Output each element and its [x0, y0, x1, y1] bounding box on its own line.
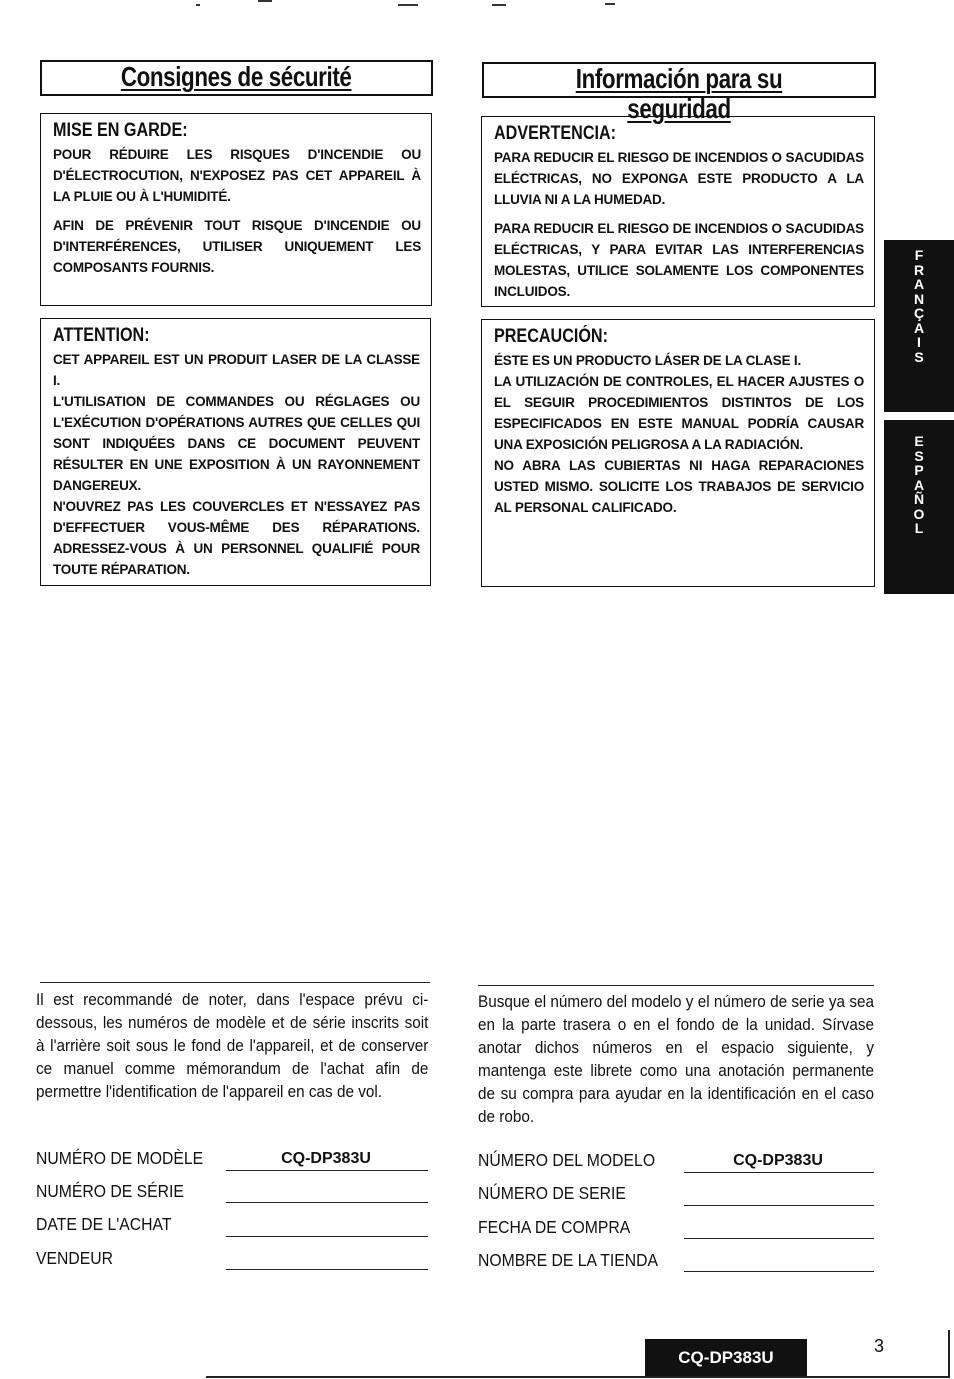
french-record-divider	[40, 982, 430, 983]
side-tab-espanol-letter: P	[914, 462, 924, 478]
french-attention-box	[40, 318, 431, 586]
side-tab-francais-letter: N	[913, 290, 925, 307]
side-tab-francais-letter: R	[913, 261, 925, 278]
spanish-store-line[interactable]	[684, 1271, 874, 1272]
page-number: 3	[874, 1336, 885, 1356]
spanish-model-label: NÚMERO DEL MODELO	[478, 1150, 656, 1170]
scan-speck	[492, 4, 506, 6]
side-tab-espanol-letters	[910, 434, 928, 536]
french-warning-paragraph-2: AFIN DE PRÉVENIR TOUT RISQUE D'INCENDIE OU D'INTERFÉRENCES, UTILISER UNIQUEMENT LES COMPOSANTS FOURNIS.	[53, 218, 421, 275]
spanish-attention-paragraph-3: NO ABRA LAS CUBIERTAS NI HAGA REPARACIONES USTED MISMO. SOLICITE LOS TRABAJOS DE SERVICIO AL PERSONAL CALIFICADO.	[494, 458, 864, 515]
side-tab-espanol-letter: E	[914, 433, 924, 449]
spanish-warning-box	[481, 116, 875, 307]
footer-edge-mark	[948, 1330, 950, 1378]
spanish-serial-label: NÚMERO DE SERIE	[478, 1183, 626, 1203]
french-attention-paragraph-2: L'UTILISATION DE COMMANDES OU RÉGLAGES OU L'EXÉCUTION D'OPÉRATIONS AUTRES QUE CELLES QUI SONT INDIQUÉES DANS CE DOCUMENT PEUVENT RÉSULTER EN UNE EXPOSITION À UN RAYONNEMENT DANGEREUX.	[53, 394, 420, 493]
french-attention-heading: ATTENTION:	[53, 325, 150, 346]
spanish-attention-box	[481, 319, 875, 587]
spanish-store-label: NOMBRE DE LA TIENDA	[478, 1250, 659, 1270]
spanish-model-value: CQ-DP383U	[733, 1152, 823, 1169]
side-tab-francais-letter: A	[913, 276, 925, 292]
spanish-warning-paragraph-2: PARA REDUCIR EL RIESGO DE INCENDIOS O SACUDIDAS ELÉCTRICAS, Y PARA EVITAR LAS INTERFERENCIAS MOLESTAS, UTILICE SOLAMENTE LOS COMPONENTES INCLUIDOS.	[494, 221, 864, 299]
french-model-value: CQ-DP383U	[281, 1150, 371, 1167]
french-record-paragraph: Il est recommandé de noter, dans l'espace prévu ci-dessous, les numéros de modèle et de série inscrits soit à l'arrière soit sous le fond de l'appareil, et de conserver ce manuel comme mémorandum de l'achat afin de permettre l'identification de l'appareil en cas de vol.	[36, 990, 429, 1101]
spanish-record-paragraph: Busque el número del modelo y el número de serie ya sea en la parte trasera o en el fondo de la unidad. Sírvase anotar dichos números en el espacio siguiente, y mantenga este librete como una anotación permanente de su compra para ayudar en la identificación en el caso de robo.	[478, 992, 874, 1126]
side-tab-francais-letter: Ç	[913, 305, 925, 321]
french-dealer-line[interactable]	[226, 1269, 428, 1270]
footer-bottom-rule	[206, 1376, 950, 1378]
spanish-date-label: FECHA DE COMPRA	[478, 1217, 631, 1237]
side-tab-francais-letter: A	[913, 319, 925, 336]
side-tab-espanol-letter: S	[914, 447, 924, 464]
side-tab-francais[interactable]	[884, 240, 954, 412]
side-tab-francais-letter: F	[914, 247, 924, 263]
spanish-attention-paragraph-2: LA UTILIZACIÓN DE CONTROLES, EL HACER AJUSTES O EL SEGUIR PROCEDIMIENTOS DISTINTOS DE LOS ESPECIFICADOS EN ESTE MANUAL PODRÍA CAUSAR UNA EXPOSICIÓN PELIGROSA A LA RADIACIÓN.	[494, 374, 864, 452]
spanish-warning-paragraph-1: PARA REDUCIR EL RIESGO DE INCENDIOS O SACUDIDAS ELÉCTRICAS, NO EXPONGA ESTE PRODUCTO A LA LLUVIA NI A LA HUMEDAD.	[494, 150, 864, 207]
french-model-line[interactable]	[226, 1170, 428, 1171]
french-serial-line[interactable]	[226, 1202, 428, 1203]
french-attention-paragraph-3: N'OUVREZ PAS LES COUVERCLES ET N'ESSAYEZ PAS D'EFFECTUER VOUS-MÊME DES RÉPARATIONS. ADRESSEZ-VOUS À UN PERSONNEL QUALIFIÉ POUR TOUTE RÉPARATION.	[53, 499, 420, 577]
side-tab-espanol-letter: O	[913, 505, 925, 522]
french-serial-label: NUMÉRO DE SÉRIE	[36, 1181, 184, 1201]
french-date-label: DATE DE L'ACHAT	[36, 1214, 172, 1234]
scan-speck	[196, 4, 200, 6]
spanish-attention-heading: PRECAUCIÓN:	[494, 326, 608, 347]
french-warning-box	[40, 113, 432, 306]
french-attention-paragraph-1: CET APPAREIL EST UN PRODUIT LASER DE LA CLASSE I.	[53, 352, 420, 388]
french-title: Consignes de sécurité	[40, 60, 433, 96]
spanish-date-line[interactable]	[684, 1238, 874, 1239]
side-tab-espanol-letter: L	[914, 520, 924, 536]
french-model-label: NUMÉRO DE MODÈLE	[36, 1148, 204, 1168]
side-tab-francais-letter: S	[914, 348, 924, 365]
side-tab-espanol-letter: A	[913, 476, 925, 493]
side-tab-espanol[interactable]	[884, 420, 954, 594]
footer-model-badge: CQ-DP383U	[645, 1339, 807, 1377]
spanish-record-divider	[478, 985, 874, 986]
french-dealer-label: VENDEUR	[36, 1248, 114, 1268]
french-date-line[interactable]	[226, 1236, 428, 1237]
spanish-title: Información para su seguridad	[482, 62, 876, 98]
french-warning-paragraph-1: POUR RÉDUIRE LES RISQUES D'INCENDIE OU D'ÉLECTROCUTION, N'EXPOSEZ PAS CET APPAREIL À LA PLUIE OU À L'HUMIDITÉ.	[53, 147, 421, 204]
spanish-model-line[interactable]	[684, 1172, 874, 1173]
scan-speck	[258, 0, 272, 2]
side-tab-francais-letters	[910, 248, 928, 364]
spanish-serial-line[interactable]	[684, 1205, 874, 1206]
spanish-attention-paragraph-1: ÉSTE ES UN PRODUCTO LÁSER DE LA CLASE I.	[494, 353, 802, 368]
french-warning-heading: MISE EN GARDE:	[53, 120, 188, 141]
scan-speck	[398, 4, 418, 6]
spanish-warning-heading: ADVERTENCIA:	[494, 123, 617, 144]
side-tab-francais-letter: I	[917, 334, 921, 350]
scan-speck	[605, 3, 615, 5]
side-tab-espanol-letter: Ñ	[913, 491, 925, 507]
